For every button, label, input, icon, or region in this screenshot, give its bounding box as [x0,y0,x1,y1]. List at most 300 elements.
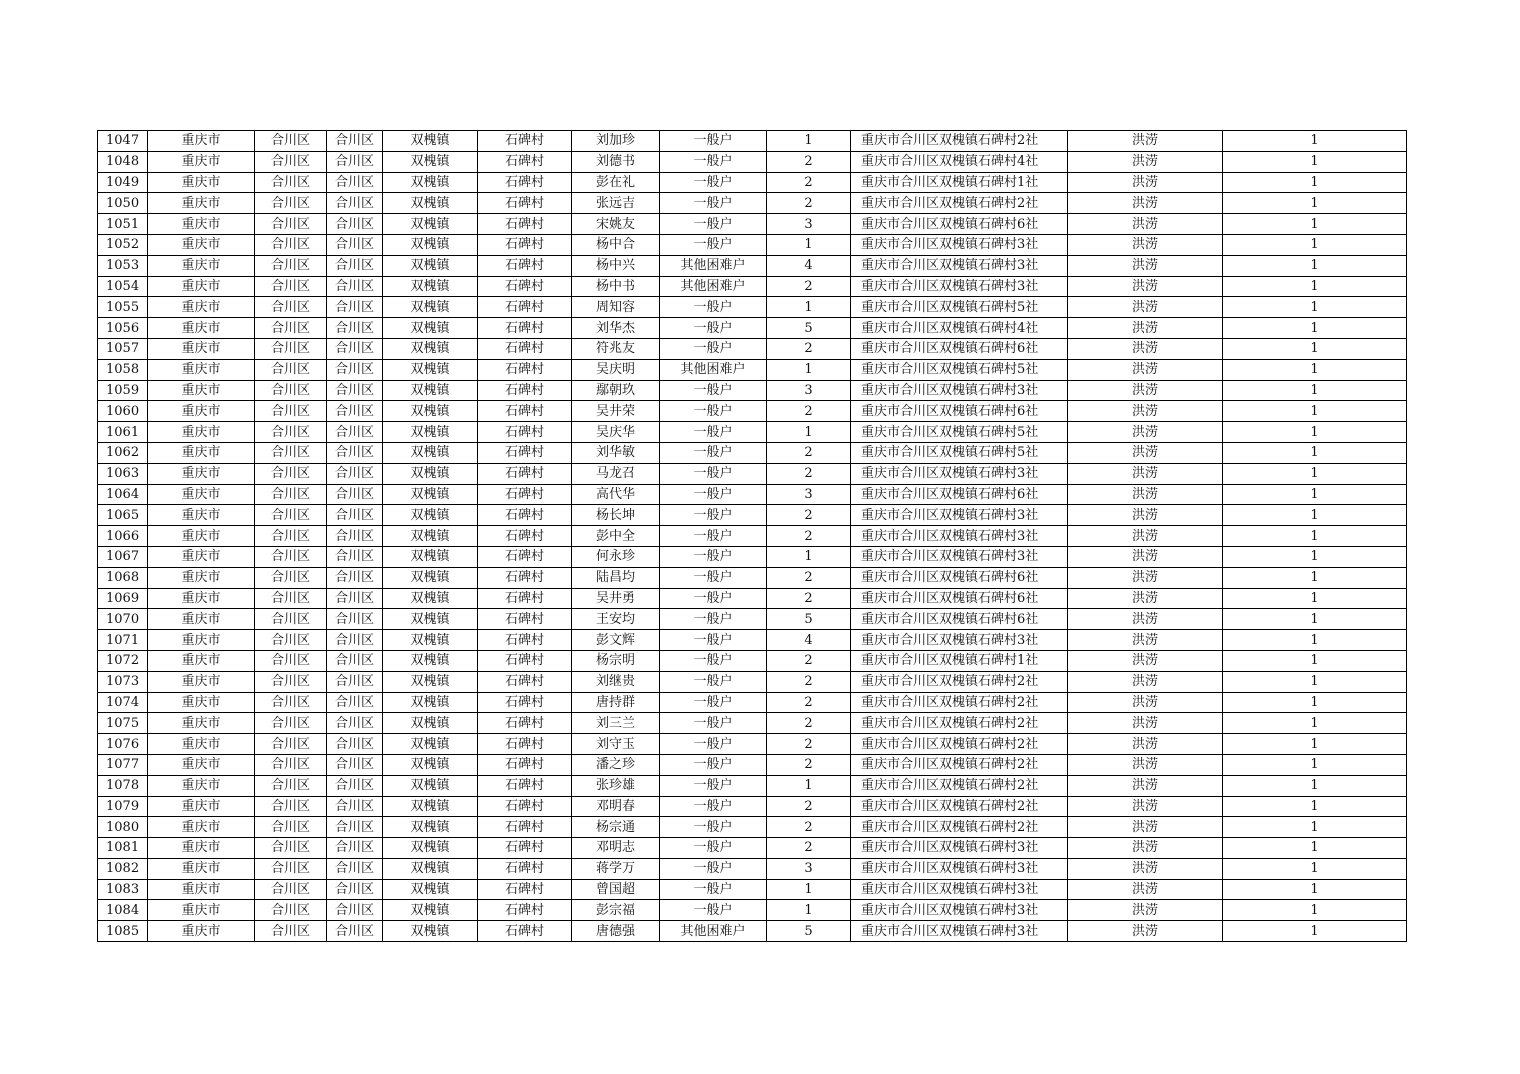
household-type-cell: 一般户 [660,630,767,651]
household-type-cell: 一般户 [660,442,767,463]
householder-name-cell: 杨宗通 [572,817,660,838]
county-cell: 合川区 [327,318,383,339]
household-type-cell: 一般户 [660,734,767,755]
county-cell: 合川区 [327,463,383,484]
district-cell: 合川区 [255,359,327,380]
town-cell: 双槐镇 [383,817,478,838]
disaster-type-cell: 洪涝 [1068,318,1223,339]
row-number-cell: 1083 [98,879,148,900]
town-cell: 双槐镇 [383,567,478,588]
householder-name-cell: 彭文辉 [572,630,660,651]
village-cell: 石碑村 [478,775,572,796]
count-cell: 1 [1223,172,1407,193]
village-cell: 石碑村 [478,234,572,255]
householder-name-cell: 宋姚友 [572,214,660,235]
householder-name-cell: 邓明志 [572,838,660,859]
district-cell: 合川区 [255,297,327,318]
village-cell: 石碑村 [478,193,572,214]
address-cell: 重庆市合川区双槐镇石碑村3社 [851,900,1068,921]
household-size-cell: 2 [767,671,851,692]
county-cell: 合川区 [327,609,383,630]
household-size-cell: 2 [767,276,851,297]
address-cell: 重庆市合川区双槐镇石碑村4社 [851,151,1068,172]
district-cell: 合川区 [255,422,327,443]
household-size-cell: 2 [767,172,851,193]
disaster-type-cell: 洪涝 [1068,505,1223,526]
address-cell: 重庆市合川区双槐镇石碑村6社 [851,338,1068,359]
count-cell: 1 [1223,692,1407,713]
table-row [98,609,1407,630]
village-cell: 石碑村 [478,214,572,235]
row-number-cell: 1063 [98,463,148,484]
count-cell: 1 [1223,151,1407,172]
county-cell: 合川区 [327,172,383,193]
count-cell: 1 [1223,255,1407,276]
householder-name-cell: 吴井勇 [572,588,660,609]
household-size-cell: 2 [767,838,851,859]
town-cell: 双槐镇 [383,380,478,401]
householder-name-cell: 邓明春 [572,796,660,817]
count-cell: 1 [1223,630,1407,651]
row-number-cell: 1071 [98,630,148,651]
city-cell: 重庆市 [148,734,255,755]
district-cell: 合川区 [255,442,327,463]
disaster-type-cell: 洪涝 [1068,609,1223,630]
row-number-cell: 1079 [98,796,148,817]
table-row [98,401,1407,422]
row-number-cell: 1050 [98,193,148,214]
district-cell: 合川区 [255,650,327,671]
household-type-cell: 一般户 [660,422,767,443]
city-cell: 重庆市 [148,671,255,692]
town-cell: 双槐镇 [383,838,478,859]
city-cell: 重庆市 [148,526,255,547]
address-cell: 重庆市合川区双槐镇石碑村6社 [851,401,1068,422]
village-cell: 石碑村 [478,921,572,942]
town-cell: 双槐镇 [383,214,478,235]
row-number-cell: 1070 [98,609,148,630]
household-size-cell: 2 [767,713,851,734]
district-cell: 合川区 [255,630,327,651]
household-size-cell: 5 [767,318,851,339]
disaster-type-cell: 洪涝 [1068,921,1223,942]
count-cell: 1 [1223,921,1407,942]
count-cell: 1 [1223,193,1407,214]
disaster-type-cell: 洪涝 [1068,255,1223,276]
city-cell: 重庆市 [148,318,255,339]
table-row [98,713,1407,734]
address-cell: 重庆市合川区双槐镇石碑村3社 [851,921,1068,942]
row-number-cell: 1073 [98,671,148,692]
county-cell: 合川区 [327,214,383,235]
district-cell: 合川区 [255,151,327,172]
address-cell: 重庆市合川区双槐镇石碑村6社 [851,484,1068,505]
address-cell: 重庆市合川区双槐镇石碑村6社 [851,214,1068,235]
household-size-cell: 1 [767,359,851,380]
village-cell: 石碑村 [478,338,572,359]
town-cell: 双槐镇 [383,505,478,526]
village-cell: 石碑村 [478,442,572,463]
household-table [97,130,1407,942]
city-cell: 重庆市 [148,754,255,775]
household-type-cell: 一般户 [660,484,767,505]
table-row [98,526,1407,547]
town-cell: 双槐镇 [383,775,478,796]
county-cell: 合川区 [327,380,383,401]
address-cell: 重庆市合川区双槐镇石碑村3社 [851,380,1068,401]
address-cell: 重庆市合川区双槐镇石碑村1社 [851,650,1068,671]
row-number-cell: 1048 [98,151,148,172]
city-cell: 重庆市 [148,609,255,630]
household-size-cell: 2 [767,817,851,838]
village-cell: 石碑村 [478,838,572,859]
city-cell: 重庆市 [148,151,255,172]
address-cell: 重庆市合川区双槐镇石碑村2社 [851,713,1068,734]
town-cell: 双槐镇 [383,193,478,214]
town-cell: 双槐镇 [383,900,478,921]
district-cell: 合川区 [255,338,327,359]
household-type-cell: 一般户 [660,796,767,817]
household-size-cell: 4 [767,630,851,651]
district-cell: 合川区 [255,172,327,193]
county-cell: 合川区 [327,692,383,713]
household-size-cell: 3 [767,858,851,879]
row-number-cell: 1077 [98,754,148,775]
disaster-type-cell: 洪涝 [1068,858,1223,879]
household-type-cell: 一般户 [660,151,767,172]
count-cell: 1 [1223,588,1407,609]
village-cell: 石碑村 [478,879,572,900]
household-size-cell: 2 [767,401,851,422]
table-row [98,359,1407,380]
household-size-cell: 3 [767,380,851,401]
householder-name-cell: 吴井荣 [572,401,660,422]
city-cell: 重庆市 [148,484,255,505]
city-cell: 重庆市 [148,796,255,817]
table-row [98,318,1407,339]
household-type-cell: 一般户 [660,463,767,484]
table-row [98,671,1407,692]
village-cell: 石碑村 [478,713,572,734]
address-cell: 重庆市合川区双槐镇石碑村3社 [851,858,1068,879]
household-size-cell: 5 [767,921,851,942]
town-cell: 双槐镇 [383,858,478,879]
household-size-cell: 3 [767,214,851,235]
city-cell: 重庆市 [148,879,255,900]
row-number-cell: 1078 [98,775,148,796]
disaster-type-cell: 洪涝 [1068,838,1223,859]
address-cell: 重庆市合川区双槐镇石碑村2社 [851,775,1068,796]
district-cell: 合川区 [255,921,327,942]
household-size-cell: 3 [767,484,851,505]
town-cell: 双槐镇 [383,921,478,942]
household-size-cell: 1 [767,422,851,443]
town-cell: 双槐镇 [383,692,478,713]
disaster-type-cell: 洪涝 [1068,172,1223,193]
disaster-type-cell: 洪涝 [1068,463,1223,484]
city-cell: 重庆市 [148,442,255,463]
row-number-cell: 1049 [98,172,148,193]
district-cell: 合川区 [255,609,327,630]
city-cell: 重庆市 [148,401,255,422]
city-cell: 重庆市 [148,193,255,214]
count-cell: 1 [1223,131,1407,152]
city-cell: 重庆市 [148,359,255,380]
count-cell: 1 [1223,318,1407,339]
count-cell: 1 [1223,338,1407,359]
disaster-type-cell: 洪涝 [1068,734,1223,755]
town-cell: 双槐镇 [383,422,478,443]
row-number-cell: 1075 [98,713,148,734]
district-cell: 合川区 [255,900,327,921]
village-cell: 石碑村 [478,817,572,838]
disaster-type-cell: 洪涝 [1068,796,1223,817]
disaster-type-cell: 洪涝 [1068,546,1223,567]
row-number-cell: 1069 [98,588,148,609]
city-cell: 重庆市 [148,650,255,671]
table-row [98,796,1407,817]
district-cell: 合川区 [255,255,327,276]
address-cell: 重庆市合川区双槐镇石碑村3社 [851,276,1068,297]
village-cell: 石碑村 [478,630,572,651]
row-number-cell: 1051 [98,214,148,235]
address-cell: 重庆市合川区双槐镇石碑村5社 [851,359,1068,380]
householder-name-cell: 彭在礼 [572,172,660,193]
table-row [98,900,1407,921]
row-number-cell: 1068 [98,567,148,588]
householder-name-cell: 吴庆华 [572,422,660,443]
row-number-cell: 1056 [98,318,148,339]
county-cell: 合川区 [327,131,383,152]
disaster-type-cell: 洪涝 [1068,338,1223,359]
address-cell: 重庆市合川区双槐镇石碑村2社 [851,734,1068,755]
row-number-cell: 1062 [98,442,148,463]
count-cell: 1 [1223,734,1407,755]
county-cell: 合川区 [327,442,383,463]
district-cell: 合川区 [255,858,327,879]
householder-name-cell: 符兆友 [572,338,660,359]
city-cell: 重庆市 [148,380,255,401]
table-row [98,879,1407,900]
householder-name-cell: 杨中合 [572,234,660,255]
address-cell: 重庆市合川区双槐镇石碑村3社 [851,505,1068,526]
town-cell: 双槐镇 [383,546,478,567]
disaster-type-cell: 洪涝 [1068,900,1223,921]
household-size-cell: 1 [767,546,851,567]
householder-name-cell: 刘继贵 [572,671,660,692]
count-cell: 1 [1223,900,1407,921]
town-cell: 双槐镇 [383,234,478,255]
town-cell: 双槐镇 [383,338,478,359]
town-cell: 双槐镇 [383,484,478,505]
count-cell: 1 [1223,796,1407,817]
county-cell: 合川区 [327,484,383,505]
table-row [98,838,1407,859]
table-row [98,588,1407,609]
household-type-cell: 一般户 [660,401,767,422]
county-cell: 合川区 [327,276,383,297]
town-cell: 双槐镇 [383,318,478,339]
householder-name-cell: 张远吉 [572,193,660,214]
householder-name-cell: 刘德书 [572,151,660,172]
table-row [98,546,1407,567]
town-cell: 双槐镇 [383,650,478,671]
count-cell: 1 [1223,297,1407,318]
disaster-type-cell: 洪涝 [1068,671,1223,692]
household-size-cell: 1 [767,775,851,796]
household-size-cell: 2 [767,650,851,671]
row-number-cell: 1082 [98,858,148,879]
household-size-cell: 2 [767,151,851,172]
address-cell: 重庆市合川区双槐镇石碑村2社 [851,193,1068,214]
table-row [98,630,1407,651]
householder-name-cell: 杨中兴 [572,255,660,276]
city-cell: 重庆市 [148,463,255,484]
disaster-type-cell: 洪涝 [1068,214,1223,235]
household-size-cell: 2 [767,567,851,588]
count-cell: 1 [1223,817,1407,838]
address-cell: 重庆市合川区双槐镇石碑村2社 [851,692,1068,713]
householder-name-cell: 刘华杰 [572,318,660,339]
householder-name-cell: 何永珍 [572,546,660,567]
household-size-cell: 2 [767,692,851,713]
household-type-cell: 一般户 [660,650,767,671]
city-cell: 重庆市 [148,858,255,879]
householder-name-cell: 马龙召 [572,463,660,484]
table-row [98,775,1407,796]
table-row [98,338,1407,359]
count-cell: 1 [1223,526,1407,547]
district-cell: 合川区 [255,131,327,152]
table-row [98,151,1407,172]
village-cell: 石碑村 [478,318,572,339]
county-cell: 合川区 [327,713,383,734]
household-type-cell: 一般户 [660,692,767,713]
district-cell: 合川区 [255,754,327,775]
district-cell: 合川区 [255,671,327,692]
row-number-cell: 1058 [98,359,148,380]
householder-name-cell: 陆昌均 [572,567,660,588]
disaster-type-cell: 洪涝 [1068,151,1223,172]
household-type-cell: 一般户 [660,838,767,859]
village-cell: 石碑村 [478,172,572,193]
village-cell: 石碑村 [478,546,572,567]
village-cell: 石碑村 [478,380,572,401]
city-cell: 重庆市 [148,838,255,859]
count-cell: 1 [1223,671,1407,692]
table-row [98,734,1407,755]
disaster-type-cell: 洪涝 [1068,879,1223,900]
county-cell: 合川区 [327,817,383,838]
row-number-cell: 1064 [98,484,148,505]
address-cell: 重庆市合川区双槐镇石碑村3社 [851,630,1068,651]
household-type-cell: 一般户 [660,505,767,526]
count-cell: 1 [1223,567,1407,588]
district-cell: 合川区 [255,193,327,214]
village-cell: 石碑村 [478,463,572,484]
city-cell: 重庆市 [148,817,255,838]
city-cell: 重庆市 [148,900,255,921]
household-size-cell: 1 [767,297,851,318]
count-cell: 1 [1223,546,1407,567]
disaster-type-cell: 洪涝 [1068,276,1223,297]
address-cell: 重庆市合川区双槐镇石碑村3社 [851,234,1068,255]
household-type-cell: 一般户 [660,172,767,193]
village-cell: 石碑村 [478,297,572,318]
address-cell: 重庆市合川区双槐镇石碑村3社 [851,546,1068,567]
householder-name-cell: 吴庆明 [572,359,660,380]
table-row [98,484,1407,505]
county-cell: 合川区 [327,546,383,567]
village-cell: 石碑村 [478,359,572,380]
town-cell: 双槐镇 [383,131,478,152]
row-number-cell: 1076 [98,734,148,755]
county-cell: 合川区 [327,650,383,671]
town-cell: 双槐镇 [383,754,478,775]
district-cell: 合川区 [255,567,327,588]
count-cell: 1 [1223,505,1407,526]
county-cell: 合川区 [327,193,383,214]
address-cell: 重庆市合川区双槐镇石碑村3社 [851,255,1068,276]
village-cell: 石碑村 [478,401,572,422]
household-size-cell: 1 [767,900,851,921]
household-type-cell: 一般户 [660,214,767,235]
table-row [98,380,1407,401]
household-type-cell: 一般户 [660,900,767,921]
household-size-cell: 2 [767,796,851,817]
table-row [98,463,1407,484]
table-row [98,921,1407,942]
village-cell: 石碑村 [478,505,572,526]
row-number-cell: 1080 [98,817,148,838]
city-cell: 重庆市 [148,297,255,318]
household-type-cell: 一般户 [660,713,767,734]
household-type-cell: 一般户 [660,609,767,630]
county-cell: 合川区 [327,671,383,692]
row-number-cell: 1047 [98,131,148,152]
householder-name-cell: 刘加珍 [572,131,660,152]
household-type-cell: 一般户 [660,193,767,214]
address-cell: 重庆市合川区双槐镇石碑村3社 [851,838,1068,859]
county-cell: 合川区 [327,338,383,359]
county-cell: 合川区 [327,858,383,879]
household-size-cell: 2 [767,338,851,359]
count-cell: 1 [1223,214,1407,235]
row-number-cell: 1074 [98,692,148,713]
city-cell: 重庆市 [148,214,255,235]
table-row [98,858,1407,879]
town-cell: 双槐镇 [383,172,478,193]
table-row [98,255,1407,276]
row-number-cell: 1060 [98,401,148,422]
district-cell: 合川区 [255,214,327,235]
household-size-cell: 2 [767,442,851,463]
district-cell: 合川区 [255,484,327,505]
row-number-cell: 1061 [98,422,148,443]
household-size-cell: 4 [767,255,851,276]
district-cell: 合川区 [255,796,327,817]
town-cell: 双槐镇 [383,463,478,484]
town-cell: 双槐镇 [383,609,478,630]
city-cell: 重庆市 [148,172,255,193]
count-cell: 1 [1223,858,1407,879]
address-cell: 重庆市合川区双槐镇石碑村6社 [851,588,1068,609]
county-cell: 合川区 [327,775,383,796]
householder-name-cell: 唐德强 [572,921,660,942]
district-cell: 合川区 [255,276,327,297]
village-cell: 石碑村 [478,858,572,879]
count-cell: 1 [1223,754,1407,775]
